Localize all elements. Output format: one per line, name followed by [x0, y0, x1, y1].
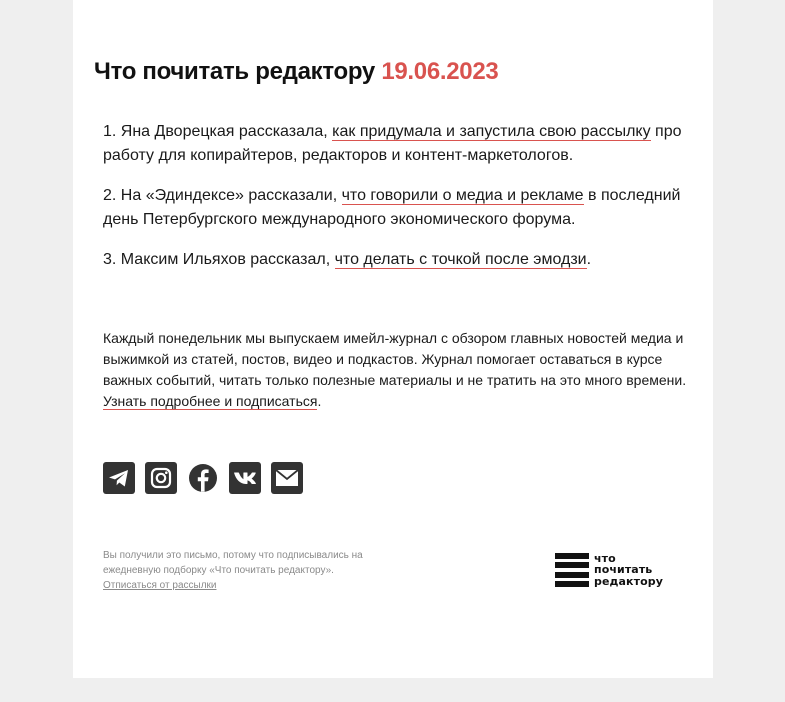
email-icon[interactable] — [271, 462, 303, 494]
list-item — [103, 120, 688, 168]
logo-line-2: почитать — [594, 563, 653, 577]
subscribe-link[interactable]: Узнать подробнее и подписаться — [103, 393, 318, 409]
logo-wordmark — [594, 553, 663, 588]
logo-line-1: что — [594, 551, 616, 565]
item-link-newsletter[interactable]: как придумала и запустила свою рассылку — [332, 123, 651, 140]
issue-date: 19.06.2023 — [381, 58, 499, 85]
unsubscribe-row — [103, 578, 393, 593]
email-card — [73, 0, 713, 678]
brand-logo[interactable] — [555, 552, 685, 588]
facebook-icon[interactable] — [187, 462, 219, 494]
social-links — [103, 462, 303, 494]
list-item — [103, 184, 688, 232]
item-text-after: про работу для копирайтеров, редакторов и контент-маркетологов. — [103, 123, 682, 164]
logo-line-3: редактору — [594, 574, 663, 588]
item-text-before: 1. Яна Дворецкая рассказала, — [103, 123, 333, 140]
title-text: Что почитать редактору — [94, 58, 375, 85]
footer-notice — [103, 548, 393, 593]
item-link-media-forum[interactable]: что говорили о медиа и рекламе — [341, 187, 584, 204]
about-paragraph — [103, 328, 688, 412]
item-text-before: 3. Максим Ильяхов рассказал, — [103, 251, 335, 268]
subscription-notice: Вы получили это письмо, потому что подписывались на ежедневную подборку «Что почитать редактору». — [103, 550, 363, 576]
about-text-after: . — [317, 393, 322, 409]
digest-list — [103, 120, 688, 288]
item-link-emoji-dot[interactable]: что делать с точкой после эмодзи — [334, 251, 587, 268]
instagram-icon[interactable] — [145, 462, 177, 494]
about-section — [103, 328, 688, 412]
telegram-icon[interactable] — [103, 462, 135, 494]
item-text-after: . — [586, 251, 592, 268]
item-text-after: в последний день Петербургского международного экономического форума. — [103, 187, 681, 228]
list-item — [103, 248, 688, 272]
item-text-before: 2. На «Эдиндексе» рассказали, — [103, 187, 342, 204]
vk-icon[interactable] — [229, 462, 261, 494]
logo-bars-icon — [555, 553, 589, 587]
about-text: Каждый понедельник мы выпускаем имейл-журнал с обзором главных новостей медиа и выжимкой из статей, постов, видео и подкастов. Журнал помогает оставаться в курсе важных событий, читать только полезные материалы и не тратить на это много времени. — [103, 330, 687, 388]
unsubscribe-link[interactable]: Отписаться от рассылки — [103, 580, 217, 591]
page-title — [94, 58, 498, 86]
